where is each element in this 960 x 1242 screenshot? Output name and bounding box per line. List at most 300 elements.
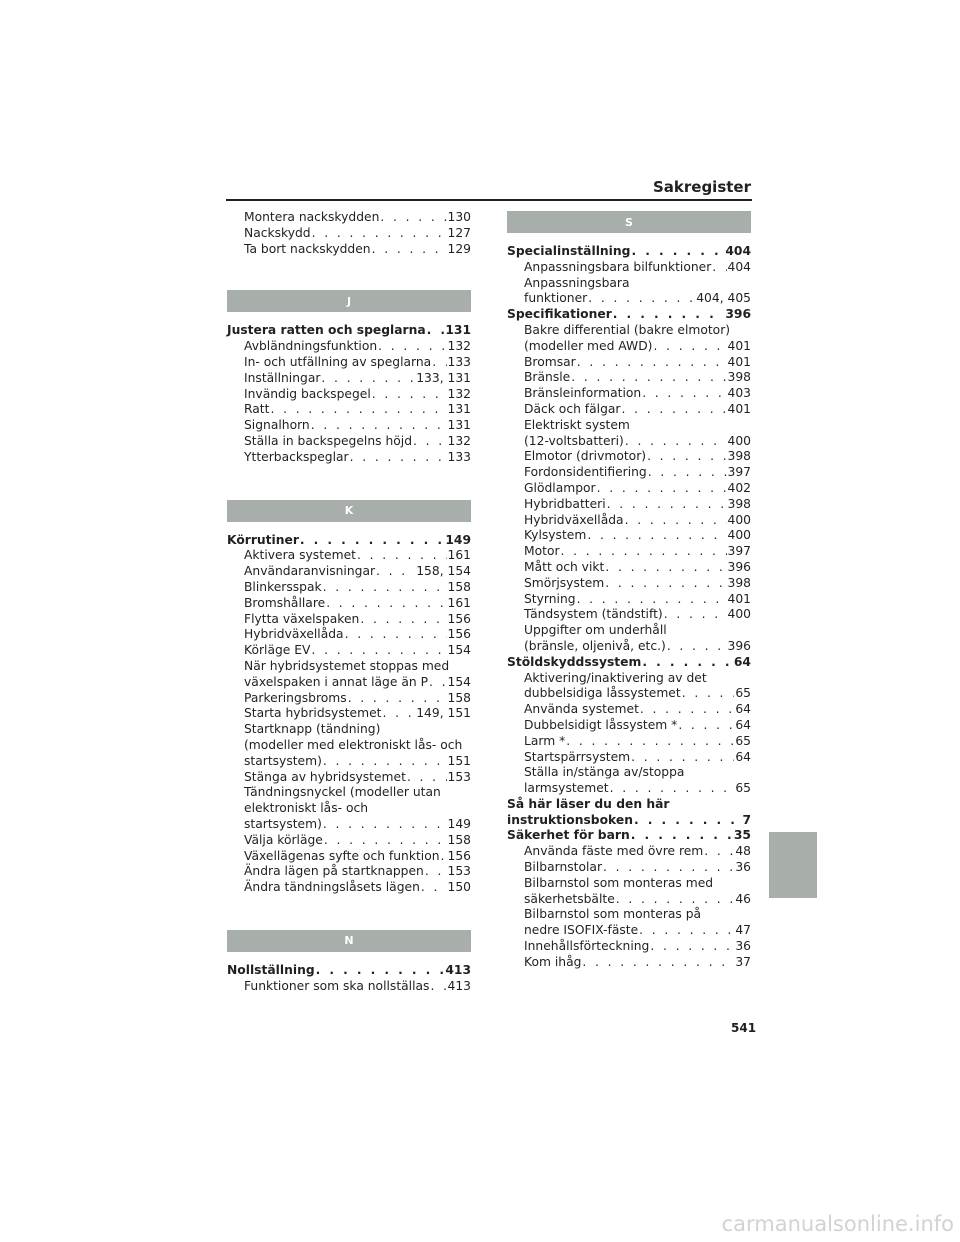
page-reference: 37 [735, 954, 751, 969]
page-reference: 154 [447, 643, 471, 658]
entry-text: Växellägenas syfte och funktion [244, 848, 440, 863]
entry-text: Anpassningsbara [524, 275, 630, 290]
page-reference: 64 [735, 717, 751, 732]
dot-leader [311, 643, 446, 659]
index-sub-entry [227, 659, 471, 675]
entry-text: Bilbarnstol som monteras på [524, 907, 702, 922]
index-sub-entry [227, 242, 471, 258]
entry-text: Bränsleinformation [524, 386, 642, 401]
index-main-entry [507, 828, 751, 844]
entry-text: Avbländningsfunktion [244, 339, 378, 354]
index-sub-entry [227, 387, 471, 403]
index-sub-entry [507, 639, 751, 655]
entry-text: Bromsar [524, 354, 576, 369]
entry-text: Aktivering/inaktivering av det [524, 670, 707, 685]
entry-text: Ratt [244, 402, 270, 417]
entry-text: Använda fäste med övre rem [524, 844, 704, 859]
dot-leader [634, 813, 741, 829]
page-reference: 64 [733, 654, 751, 669]
page-reference: 161 [447, 548, 471, 563]
dot-leader [597, 481, 727, 497]
page-reference: 156 [447, 848, 471, 863]
index-main-entry [507, 797, 751, 813]
index-sub-entry [227, 833, 471, 849]
index-sub-entry [227, 596, 471, 612]
dot-leader [372, 387, 447, 403]
page-reference: 158, 154 [416, 564, 471, 579]
dot-leader [316, 963, 445, 979]
entry-text: Kom ihåg [524, 954, 582, 969]
dot-leader [582, 955, 734, 971]
entry-text: Nackskydd [244, 225, 311, 240]
page-reference: 154 [447, 674, 471, 689]
entry-text: Använda systemet [524, 702, 639, 717]
index-sub-entry [507, 260, 751, 276]
dot-leader [427, 323, 445, 339]
page-reference: 129 [447, 241, 471, 256]
index-sub-entry [227, 548, 471, 564]
index-sub-entry [227, 785, 471, 801]
page-reference: 65 [735, 686, 751, 701]
index-sub-entry [227, 627, 471, 643]
dot-leader [324, 833, 447, 849]
dot-leader [640, 702, 734, 718]
dot-leader [323, 580, 447, 596]
dot-leader [323, 754, 447, 770]
entry-text: Bromshållare [244, 595, 326, 610]
index-sub-entry [507, 860, 751, 876]
dot-leader [270, 402, 446, 418]
entry-text: nedre ISOFIX-fäste [524, 923, 639, 938]
index-sub-entry [227, 355, 471, 371]
entry-text: Körrutiner [227, 532, 299, 547]
dot-leader [603, 860, 734, 876]
index-sub-entry [227, 450, 471, 466]
page-reference: 396 [725, 307, 751, 322]
dot-leader [588, 291, 695, 307]
index-sub-entry [507, 702, 751, 718]
index-main-entry [507, 655, 751, 671]
entry-text: Startknapp (tändning) [244, 722, 381, 737]
index-sub-entry [227, 643, 471, 659]
header-rule [226, 199, 752, 201]
entry-text: Användaranvisningar [244, 564, 376, 579]
entry-text: Inställningar [244, 370, 321, 385]
page-reference: 400 [727, 433, 751, 448]
dot-leader [372, 242, 447, 258]
entry-text: Montera nackskydden [244, 210, 380, 224]
entry-text: dubbelsidiga låssystemet [524, 686, 681, 701]
dot-leader [642, 655, 733, 671]
entry-text: Starta hybridsystemet [244, 706, 382, 721]
index-sub-entry [507, 323, 751, 339]
entry-text: Bränsle [524, 370, 571, 385]
index-column-right [507, 210, 751, 971]
page-reference: 131 [447, 418, 471, 433]
index-sub-entry [507, 686, 751, 702]
dot-leader [312, 226, 447, 242]
dot-leader [321, 371, 415, 387]
index-sub-entry [227, 738, 471, 754]
index-sub-entry [227, 706, 471, 722]
index-sub-entry [507, 765, 751, 781]
entry-text: startsystem) [244, 816, 322, 831]
page-reference: 65 [735, 781, 751, 796]
page-reference: 35 [733, 828, 751, 843]
entry-text: startsystem) [244, 753, 322, 768]
index-sub-entry [507, 892, 751, 908]
index-sub-entry [507, 734, 751, 750]
dot-leader [345, 627, 447, 643]
entry-text: instruktionsboken [507, 812, 633, 827]
entry-text: Stänga av hybridsystemet [244, 769, 406, 784]
entry-text: Specifikationer [507, 307, 612, 322]
page-reference: 7 [742, 812, 751, 827]
entry-text: Motor [524, 544, 560, 559]
index-sub-entry [227, 880, 471, 896]
entry-text: Ändra tändningslåsets lägen [244, 880, 420, 895]
index-sub-entry [227, 210, 471, 226]
page-reference: 48 [735, 844, 751, 859]
dot-leader [311, 418, 447, 434]
dot-leader [432, 355, 446, 371]
dot-leader [326, 596, 446, 612]
entry-text: Aktivera systemet [244, 548, 356, 563]
entry-text: Elmotor (drivmotor) [524, 449, 647, 464]
dot-leader [407, 770, 447, 786]
page-title: Sakregister [652, 178, 751, 196]
entry-text: Smörjsystem [524, 575, 605, 590]
index-sub-entry [507, 576, 751, 592]
dot-leader [300, 533, 444, 549]
page-reference: 398 [727, 449, 751, 464]
dot-leader [664, 607, 727, 623]
page-reference: 36 [735, 939, 751, 954]
index-sub-entry [507, 623, 751, 639]
page-reference: 64 [735, 702, 751, 717]
page-reference: 404, 405 [696, 291, 751, 306]
entry-text: Specialinställning [507, 244, 631, 258]
index-sub-entry [227, 580, 471, 596]
page-reference: 401 [727, 401, 751, 416]
dot-leader [357, 548, 447, 564]
index-sub-entry [507, 291, 751, 307]
index-sub-entry [507, 750, 751, 766]
page-reference: 149, 151 [416, 706, 471, 721]
page-reference: 402 [727, 480, 751, 495]
page-reference: 156 [447, 627, 471, 642]
page-reference: 158 [447, 832, 471, 847]
dot-leader [441, 849, 447, 865]
dot-leader [625, 513, 727, 529]
dot-leader [648, 465, 727, 481]
dot-leader [561, 544, 727, 560]
entry-text: Larm * [524, 733, 566, 748]
dot-leader [421, 880, 447, 896]
index-sub-entry [507, 923, 751, 939]
page-reference: 156 [447, 611, 471, 626]
entry-text: Hybridbatteri [524, 496, 606, 511]
entry-text: (modeller med elektroniskt lås- och [244, 737, 463, 752]
entry-text: (modeller med AWD) [524, 338, 653, 353]
entry-text: Ställa in/stänga av/stoppa [524, 765, 685, 780]
page-reference: 398 [727, 575, 751, 590]
section-letter-s: S [507, 211, 751, 233]
page-reference: 65 [735, 733, 751, 748]
dot-leader [647, 449, 726, 465]
page-reference: 404 [727, 259, 751, 274]
page-reference: 400 [727, 528, 751, 543]
entry-text: Körläge EV [244, 643, 311, 658]
dot-leader [613, 307, 725, 323]
index-main-entry [227, 533, 471, 549]
dot-leader [413, 434, 447, 450]
entry-text: Stöldskyddssystem [507, 654, 642, 669]
page-reference: 133 [447, 449, 471, 464]
dot-leader [382, 706, 415, 722]
page-reference: 401 [727, 354, 751, 369]
dot-leader [577, 592, 727, 608]
index-sub-entry [227, 371, 471, 387]
index-sub-entry [507, 955, 751, 971]
entry-text: Tändsystem (tändstift) [524, 607, 663, 622]
index-sub-entry [507, 544, 751, 560]
page-reference: 398 [727, 370, 751, 385]
index-sub-entry [507, 402, 751, 418]
page-reference: 127 [447, 225, 471, 240]
page-reference: 132 [447, 386, 471, 401]
page-reference: 403 [727, 386, 751, 401]
dot-leader [571, 370, 726, 386]
entry-text: Invändig backspegel [244, 386, 371, 401]
index-sub-entry [227, 801, 471, 817]
page-reference: 133, 131 [416, 370, 471, 385]
index-sub-entry [507, 434, 751, 450]
dot-leader [642, 386, 726, 402]
index-sub-entry [227, 817, 471, 833]
dot-leader [653, 339, 726, 355]
index-sub-entry [507, 876, 751, 892]
page-reference: 404 [725, 244, 751, 258]
dot-leader [605, 576, 726, 592]
page-reference: 153 [447, 864, 471, 879]
dot-leader [682, 686, 735, 702]
page-reference: 396 [727, 559, 751, 574]
page-reference: 400 [727, 512, 751, 527]
page-reference: 396 [727, 638, 751, 653]
page-reference: 158 [447, 579, 471, 594]
dot-leader [425, 864, 447, 880]
dot-leader [704, 844, 734, 860]
entry-text: Uppgifter om underhåll [524, 623, 667, 638]
dot-leader [631, 750, 734, 766]
index-main-entry [227, 323, 471, 339]
index-column-left [227, 210, 471, 994]
page-reference: 398 [727, 496, 751, 511]
section-letter-j: J [227, 290, 471, 312]
entry-text: Så här läser du den här [507, 796, 670, 811]
dot-leader [678, 718, 734, 734]
index-sub-entry [227, 434, 471, 450]
dot-leader [587, 528, 726, 544]
dot-leader [429, 675, 447, 691]
entry-text: Anpassningsbara bilfunktioner [524, 259, 712, 274]
entry-text: Signalhorn [244, 418, 310, 433]
dot-leader [650, 939, 734, 955]
index-sub-entry [227, 864, 471, 880]
page-reference: 64 [735, 749, 751, 764]
entry-text: Nollställning [227, 962, 315, 977]
entry-text: Ställa in backspegelns höjd [244, 433, 412, 448]
entry-text: Ytterbackspeglar [244, 449, 349, 464]
dot-leader [376, 564, 415, 580]
entry-text: Startspärrsystem [524, 749, 631, 764]
index-sub-entry [507, 671, 751, 687]
index-sub-entry [507, 528, 751, 544]
index-sub-entry [227, 770, 471, 786]
page-reference: 401 [727, 338, 751, 353]
page-reference: 130 [447, 210, 471, 224]
entry-text: Kylsystem [524, 528, 587, 543]
entry-text: När hybridsystemet stoppas med [244, 658, 450, 673]
index-sub-entry [507, 592, 751, 608]
page-reference: 401 [727, 591, 751, 606]
index-sub-entry [227, 339, 471, 355]
index-sub-entry [227, 754, 471, 770]
page-reference: 400 [727, 607, 751, 622]
entry-text: (12-voltsbatteri) [524, 433, 624, 448]
dot-leader [639, 923, 734, 939]
entry-text: växelspaken i annat läge än P [244, 674, 428, 689]
dot-leader [378, 339, 446, 355]
dot-leader [667, 639, 727, 655]
section-letter-k: K [227, 500, 471, 522]
entry-text: Parkeringsbroms [244, 690, 347, 705]
entry-text: funktioner [524, 291, 588, 306]
entry-text: Styrning [524, 591, 576, 606]
index-sub-entry [227, 691, 471, 707]
dot-leader [360, 612, 446, 628]
page-reference: 131 [445, 323, 471, 338]
index-sub-entry [507, 370, 751, 386]
index-sub-entry [507, 781, 751, 797]
page-reference: 151 [447, 753, 471, 768]
entry-text: Justera ratten och speglarna [227, 323, 426, 338]
entry-text: Säkerhet för barn [507, 828, 630, 843]
entry-text: Däck och fälgar [524, 401, 621, 416]
dot-leader [616, 892, 735, 908]
page-reference: 150 [447, 880, 471, 895]
index-sub-entry [227, 418, 471, 434]
entry-text: Ta bort nackskydden [244, 241, 371, 256]
index-sub-entry [507, 607, 751, 623]
dot-leader [607, 497, 727, 513]
page-reference: 397 [727, 465, 751, 480]
index-sub-entry [507, 386, 751, 402]
page-reference: 158 [447, 690, 471, 705]
entry-text: Dubbelsidigt låssystem * [524, 717, 678, 732]
entry-text: Innehållsförteckning [524, 939, 650, 954]
index-main-entry [227, 963, 471, 979]
index-sub-entry [507, 465, 751, 481]
entry-text: Flytta växelspaken [244, 611, 360, 626]
page-reference: 413 [447, 978, 471, 993]
index-sub-entry [227, 564, 471, 580]
page-reference: 47 [735, 923, 751, 938]
index-sub-entry [507, 939, 751, 955]
page-reference: 149 [445, 532, 471, 547]
entry-text: Funktioner som ska nollställas [244, 978, 430, 993]
entry-text: Fordonsidentifiering [524, 465, 647, 480]
page-reference: 413 [445, 962, 471, 977]
entry-text: Blinkersspak [244, 579, 322, 594]
index-main-entry [507, 813, 751, 829]
entry-text: Bilbarnstol som monteras med [524, 875, 714, 890]
dot-leader [380, 210, 446, 226]
index-sub-entry [507, 339, 751, 355]
index-sub-entry [507, 718, 751, 734]
entry-text: larmsystemet [524, 781, 609, 796]
entry-text: In- och utfällning av speglarna [244, 354, 432, 369]
dot-leader [605, 560, 726, 576]
index-sub-entry [507, 497, 751, 513]
page-reference: 132 [447, 433, 471, 448]
page-reference: 131 [447, 402, 471, 417]
index-main-entry [507, 244, 751, 260]
page-number: 541 [731, 1021, 757, 1035]
dot-leader [631, 244, 724, 260]
page-reference: 46 [735, 891, 751, 906]
dot-leader [610, 781, 735, 797]
index-sub-entry [227, 402, 471, 418]
index-sub-entry [507, 513, 751, 529]
dot-leader [631, 828, 733, 844]
dot-leader [430, 979, 446, 995]
dot-leader [350, 450, 447, 466]
index-sub-entry [507, 844, 751, 860]
dot-leader [323, 817, 447, 833]
index-sub-entry [507, 481, 751, 497]
index-sub-entry [507, 907, 751, 923]
page-reference: 153 [447, 769, 471, 784]
index-sub-entry [507, 449, 751, 465]
index-sub-entry [227, 226, 471, 242]
entry-text: Bakre differential (bakre elmotor) [524, 322, 731, 337]
page-reference: 161 [447, 595, 471, 610]
page-reference: 133 [447, 354, 471, 369]
dot-leader [577, 355, 727, 371]
dot-leader [566, 734, 734, 750]
index-sub-entry [507, 276, 751, 292]
entry-text: Elektriskt system [524, 417, 630, 432]
index-sub-entry [227, 612, 471, 628]
page-reference: 397 [727, 544, 751, 559]
entry-text: Mått och vikt [524, 559, 605, 574]
index-sub-entry [227, 849, 471, 865]
dot-leader [621, 402, 726, 418]
entry-text: Bilbarnstolar [524, 860, 603, 875]
entry-text: Hybridväxellåda [524, 512, 624, 527]
chapter-tab [769, 832, 817, 898]
index-sub-entry [227, 722, 471, 738]
entry-text: Ändra lägen på startknappen [244, 864, 424, 879]
entry-text: Välja körläge [244, 832, 323, 847]
index-sub-entry [507, 560, 751, 576]
dot-leader [625, 434, 727, 450]
dot-leader [712, 260, 726, 276]
index-sub-entry [507, 355, 751, 371]
entry-text: elektroniskt lås- och [244, 801, 369, 816]
